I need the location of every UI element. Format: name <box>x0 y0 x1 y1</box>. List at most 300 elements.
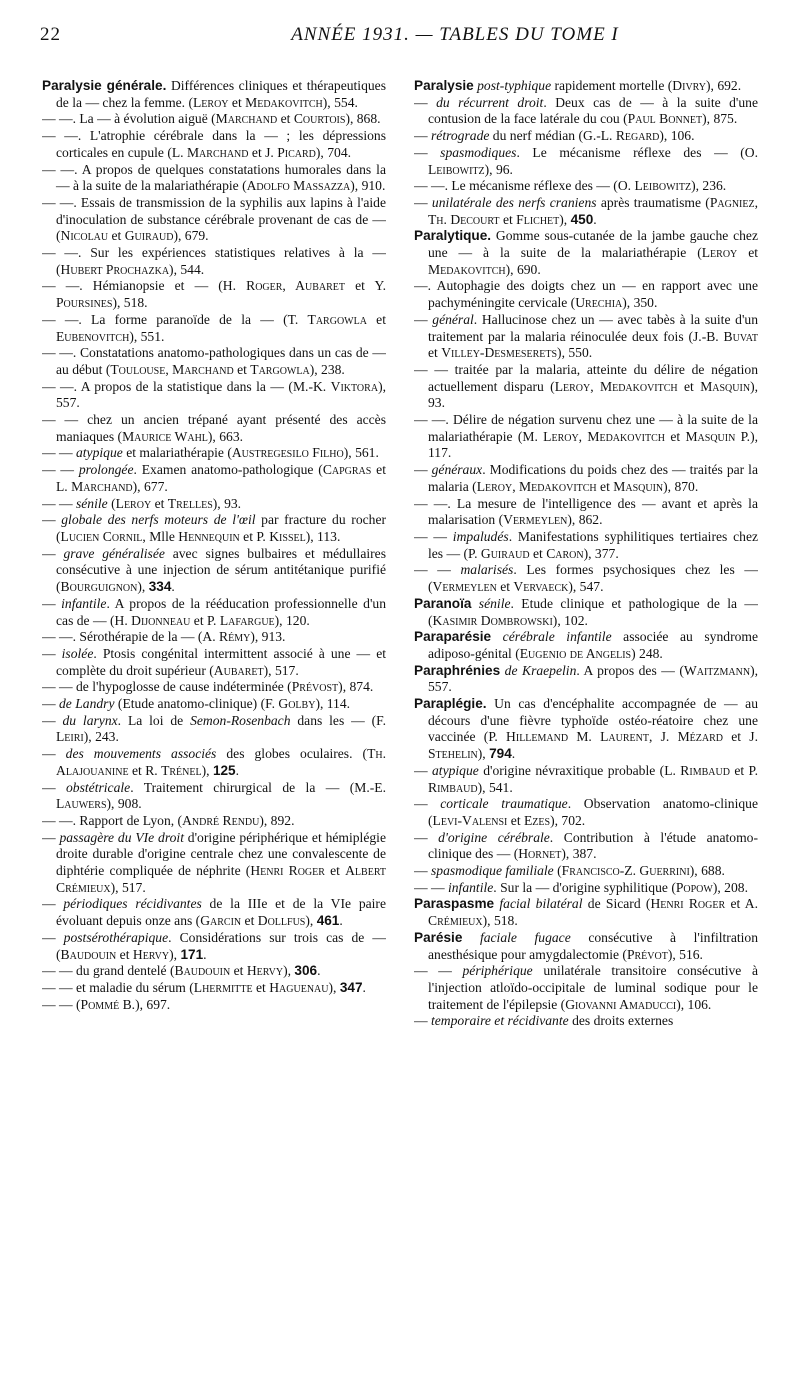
entry-text: . Contribution à l'étude anatomo-clinique des — ( <box>428 829 758 862</box>
index-entry <box>414 896 758 929</box>
entry-author: Mézard <box>677 729 723 745</box>
entry-author: André Rendu <box>182 812 260 828</box>
entry-text: et <box>277 111 294 127</box>
entry-italic-text: d'origine cérébrale <box>438 829 550 845</box>
entry-text: — — traitée par la malaria, atteinte du délire de négation actuellement disparu ( <box>414 361 758 394</box>
entry-text: P.), 117. <box>428 428 758 461</box>
entry-author: Nicolau <box>60 228 109 244</box>
index-columns <box>42 78 758 1378</box>
entry-text: et <box>596 478 614 494</box>
entry-author: Garcin <box>200 913 242 929</box>
entry-page-bold: 334 <box>148 579 172 595</box>
entry-italic-text: atypique <box>432 762 479 778</box>
entry-page-bold: 461 <box>316 913 340 929</box>
entry-text: ), 875. <box>702 111 738 127</box>
entry-text: — <box>414 829 439 845</box>
entry-page-bold: 450 <box>570 211 594 227</box>
index-entry <box>42 111 386 128</box>
entry-text: et <box>496 579 514 595</box>
entry-heading: Paraspasme <box>414 896 495 912</box>
entry-text: ), 516. <box>667 946 703 962</box>
entry-text: après traumatisme ( <box>596 194 710 210</box>
entry-text: ), 102. <box>552 612 588 628</box>
index-entry <box>42 379 386 412</box>
entry-text: ), 908. <box>106 796 142 812</box>
entry-text: ), 677. <box>132 478 168 494</box>
entry-text: ), 544. <box>169 261 205 277</box>
entry-text: — — <box>42 462 79 478</box>
entry-author: Golby <box>278 696 316 712</box>
entry-italic-text: spasmodiques <box>440 144 517 160</box>
entry-italic-text: unilatérale des nerfs craniens <box>431 194 597 210</box>
entry-author: Leiri <box>56 729 84 745</box>
entry-text: ), 517. <box>263 662 299 678</box>
entry-author: Laurent <box>600 729 649 745</box>
entry-text: ), 688. <box>689 863 725 879</box>
entry-text <box>471 596 478 611</box>
entry-text: — — du grand dentelé ( <box>42 963 175 979</box>
index-entry <box>414 178 758 195</box>
entry-text: et <box>108 228 125 244</box>
entry-author: Divry <box>672 78 707 93</box>
entry-author: Vermeylen <box>503 512 568 528</box>
entry-text: — <box>42 696 59 712</box>
index-entry <box>42 696 386 713</box>
entry-text: — —. La forme paranoïde de la — (T. <box>42 311 308 327</box>
entry-author: Austregesilo Filho <box>231 445 344 461</box>
entry-text: B.), 697. <box>119 996 171 1012</box>
index-entry <box>42 496 386 513</box>
entry-text: associée au syndrome adiposo-génital ( <box>428 629 758 661</box>
entry-author: Leibowitz <box>634 178 692 194</box>
entry-author: Guiraud <box>124 228 174 244</box>
entry-italic-text: faciale fugace <box>479 929 571 945</box>
entry-text: ), 913. <box>250 629 286 645</box>
entry-text: — —. L'atrophie cérébrale dans la — ; les dépressions corticales en cupule (L. <box>42 128 386 160</box>
entry-author: Crémieux <box>428 913 483 929</box>
index-entry <box>414 95 758 128</box>
entry-italic-text: postsérothérapique <box>63 929 169 945</box>
entry-text: ), 561. <box>343 445 379 461</box>
entry-text: et <box>233 361 251 377</box>
index-entry <box>414 529 758 562</box>
entry-text: et malariathérapie ( <box>122 445 232 461</box>
entry-text: et <box>116 946 133 962</box>
entry-text: unilatérale transitoire consécutive à l'injection atloïdo-occipitale de luminal sodique pour le traitement de l'épilepsie ( <box>428 963 758 1012</box>
entry-heading: Parésie <box>414 929 463 945</box>
index-entry <box>42 930 386 963</box>
index-entry <box>42 412 386 445</box>
entry-text: . <box>235 762 240 778</box>
entry-text: ( <box>553 863 562 879</box>
index-entry <box>42 78 386 111</box>
entry-text: — — ( <box>42 996 81 1012</box>
entry-author: Pagniez, Th. Decourt <box>428 194 758 227</box>
entry-author: Hervy <box>132 946 170 962</box>
entry-author: Targowla <box>250 361 310 377</box>
entry-author: Popow <box>675 879 713 895</box>
entry-text: ), 518. <box>482 913 518 929</box>
left-column <box>42 78 386 1378</box>
entry-italic-text: Semon-Rosenbach <box>190 712 291 728</box>
entry-text: ), 910. <box>350 178 386 194</box>
entry-author: Hillemand <box>506 729 569 745</box>
entry-italic-text: de Kraepelin <box>504 662 577 678</box>
entry-text: avec signes bulbaires et médullaires consécutive à une injection de sérum antitétanique purifié ( <box>56 545 386 595</box>
entry-text: — —. Constatations anatomo-pathologiques dans un cas de — au début ( <box>42 345 386 377</box>
entry-text: rapidement mortelle ( <box>551 78 673 93</box>
entry-text: Un cas d'encéphalite accompagnée de — au décours d'une fièvre typhoïde ostéo-réatoire chez une vaccinée (P. <box>428 696 758 745</box>
entry-text: . Sur la — d'origine syphilitique ( <box>493 879 676 895</box>
entry-text: . Deux cas de — à la suite d'une contusion de la face latérale du cou ( <box>428 94 758 127</box>
entry-text: — <box>42 779 66 795</box>
entry-text: ), 557. <box>56 378 386 411</box>
index-entry <box>414 596 758 629</box>
entry-author: Dollfus <box>257 913 306 929</box>
entry-text: ), 663. <box>207 428 244 444</box>
entry-text: — —. Sur les expériences statistiques relatives à la — ( <box>42 245 386 277</box>
entry-text: ), 106. <box>676 996 712 1012</box>
index-entry <box>414 78 758 95</box>
entry-author: Leroy, Medakovitch <box>554 378 678 394</box>
entry-text: . Examen anatomo-pathologique ( <box>133 462 323 478</box>
entry-author: Th. Alajouanine <box>56 746 386 778</box>
entry-author: Lafargue <box>219 612 275 628</box>
index-entry <box>414 562 758 595</box>
entry-text: . Les formes psychosiques chez les — ( <box>428 562 758 595</box>
entry-author: Toulouse, Marchand <box>110 361 234 377</box>
entry-text: ), 704. <box>315 144 352 160</box>
entry-heading: Paralysie générale. <box>42 78 167 93</box>
entry-text: ), 870. <box>663 478 699 494</box>
entry-text: — —. La mesure de l'intelligence des — avant et après la malarisation ( <box>414 495 758 528</box>
entry-text: — — de l'hypoglosse de cause indéterminée ( <box>42 679 292 695</box>
entry-text: ), 874. <box>338 679 374 695</box>
entry-text: ), <box>283 963 295 979</box>
entry-italic-text: isolée <box>61 645 94 661</box>
entry-text: et <box>241 913 258 929</box>
entry-text: et <box>151 495 168 511</box>
index-entry <box>42 278 386 311</box>
entry-author: Hennequin <box>178 528 240 544</box>
entry-text: ), 93. <box>428 378 758 411</box>
index-entry <box>414 830 758 863</box>
page-header <box>40 24 760 54</box>
entry-text: . <box>593 211 597 227</box>
entry-italic-text: cérébrale infantile <box>502 629 612 645</box>
index-entry <box>414 663 758 696</box>
entry-text: — <box>414 1013 431 1029</box>
entry-author: Kasimir Dombrowski <box>432 612 553 628</box>
entry-italic-text: périphérique <box>462 963 533 979</box>
index-entry <box>414 1013 758 1030</box>
index-entry <box>414 763 758 796</box>
entry-author: Courtois <box>293 111 346 127</box>
index-entry <box>414 796 758 829</box>
entry-italic-text: des mouvements associés <box>65 746 217 762</box>
entry-text: . Ptosis congénital intermittent associé à une — et complète du droit supérieur ( <box>56 645 386 678</box>
entry-author: Giovanni Amaducci <box>565 996 677 1012</box>
entry-text: . A propos de la rééducation professionnelle d'un cas de — (H. <box>56 595 386 628</box>
entry-author: Haguenau <box>269 979 329 995</box>
entry-author: Lhermitte <box>193 979 253 995</box>
index-entry <box>414 195 758 228</box>
entry-text: — <box>414 94 437 110</box>
entry-author: Prévost <box>291 679 339 695</box>
entry-author: Eugenio de Angelis <box>519 645 632 661</box>
entry-text: et <box>499 211 517 227</box>
entry-author: Guiraud <box>480 545 530 561</box>
entry-text: . <box>203 946 207 962</box>
entry-text: et <box>252 979 270 995</box>
entry-italic-text: infantile <box>447 879 494 895</box>
entry-italic-text: temporaire et récidivante <box>431 1013 569 1029</box>
index-entry <box>414 629 758 662</box>
index-entry <box>414 880 758 897</box>
entry-italic-text: prolongée <box>78 462 134 478</box>
entry-text: et Y. <box>345 278 386 294</box>
entry-text: — —. Sérothérapie de la — (A. <box>42 629 220 645</box>
entry-text: . A propos des — ( <box>576 662 684 678</box>
index-entry <box>414 312 758 362</box>
entry-heading: Paralysie <box>414 78 474 93</box>
entry-text: et P. <box>190 612 220 628</box>
entry-text: ), 238. <box>309 361 345 377</box>
entry-text: — — <box>414 528 453 544</box>
index-entry <box>42 780 386 813</box>
index-entry <box>414 930 758 963</box>
entry-author: Buvat <box>723 328 758 344</box>
entry-text: — <box>414 462 432 478</box>
running-title: ANNÉE 1931. — TABLES DU TOME I <box>291 24 619 45</box>
entry-page-bold: 794 <box>489 746 512 762</box>
entry-text: . Observation anatomo-clinique ( <box>428 796 758 828</box>
entry-text: ), 692. <box>706 78 742 93</box>
index-entry <box>414 963 758 1013</box>
entry-text: ), 892. <box>259 812 295 828</box>
entry-italic-text: impaludés <box>452 528 509 544</box>
entry-author: Bourguignon <box>60 579 138 595</box>
entry-text: et <box>677 378 701 394</box>
entry-author: Targowla <box>307 311 367 327</box>
entry-text: et <box>228 94 246 110</box>
entry-text: d'origine névraxitique probable (L. <box>478 762 681 778</box>
index-entry <box>414 278 758 311</box>
entry-text: — — <box>414 562 461 578</box>
entry-italic-text: spasmodique familiale <box>431 863 554 879</box>
entry-text: et A. <box>725 896 758 912</box>
entry-author: Hubert Prochazka <box>60 261 170 277</box>
entry-text: — —. Hémianopsie et — (H. <box>42 278 247 294</box>
entry-text: — <box>414 311 433 327</box>
entry-author: Marchand <box>186 144 249 160</box>
index-entry <box>414 462 758 495</box>
entry-author: Leroy <box>701 245 738 261</box>
index-entry <box>42 128 386 161</box>
entry-text: , Mlle <box>142 528 179 544</box>
entry-text: — —. Essais de transmission de la syphilis aux lapins à l'aide d'inoculation de substance cérébrale provenant de cas de — ( <box>42 194 386 244</box>
entry-text: et P. <box>729 762 758 778</box>
index-entry <box>42 462 386 495</box>
entry-author: Baudouin <box>174 963 231 979</box>
entry-heading: Paraparésie <box>414 629 492 645</box>
entry-text: (Etude anatomo-clinique) (F. <box>114 696 279 712</box>
entry-text: — <box>42 929 64 945</box>
entry-author: Poursines <box>56 295 113 311</box>
entry-author: Waitzmann <box>683 662 751 678</box>
entry-text: ), 93. <box>212 495 242 511</box>
entry-text: dans les — (F. <box>290 712 386 728</box>
entry-text: — <box>414 863 431 879</box>
entry-text: ), 350. <box>622 295 658 311</box>
entry-text: — <box>414 194 432 210</box>
entry-text: du nerf médian (G.-L. <box>489 128 616 144</box>
entry-text: — <box>42 829 60 845</box>
entry-author: Hornet <box>518 846 562 862</box>
entry-text: — —. A propos de quelques constatations humorales dans la — à la suite de la malariathérapie ( <box>42 161 386 194</box>
index-entry <box>42 830 386 897</box>
entry-author: Lauwers <box>56 796 107 812</box>
index-entry <box>42 746 386 779</box>
entry-text: ), 377. <box>583 545 619 561</box>
entry-author: Caron <box>546 545 584 561</box>
page-number: 22 <box>40 24 61 45</box>
entry-heading: Paralytique. <box>414 228 492 244</box>
index-entry <box>42 312 386 345</box>
entry-italic-text: post-typhique <box>477 78 552 93</box>
entry-text: et J. <box>248 144 278 160</box>
entry-author: Ezes <box>524 812 551 828</box>
entry-text: ), 554. <box>322 94 358 110</box>
entry-text: ), 862. <box>567 512 603 528</box>
index-entry <box>414 128 758 145</box>
entry-author: Aubaret <box>213 662 264 678</box>
entry-author: Vermeylen <box>432 579 497 595</box>
index-entry <box>42 445 386 462</box>
entry-heading: Paranoïa <box>414 595 472 611</box>
entry-italic-text: atypique <box>75 445 123 461</box>
entry-text: — —. La — à évolution aiguë ( <box>42 111 216 127</box>
entry-text: et <box>428 345 442 361</box>
entry-author: Maurice Wahl <box>122 428 208 444</box>
entry-heading: Paraplégie. <box>414 696 487 712</box>
entry-text: ), <box>559 211 571 227</box>
entry-text: — —. Rapport de Lyon, ( <box>42 812 183 828</box>
entry-author: Leibowitz <box>428 161 485 177</box>
entry-text: ), 236. <box>691 178 727 194</box>
entry-author: Masquin <box>613 478 664 494</box>
entry-text: . <box>362 979 366 995</box>
entry-text: ), 96. <box>484 161 513 177</box>
entry-author: Rémy <box>219 629 251 645</box>
entry-text: ), 550. <box>557 345 593 361</box>
index-entry <box>42 162 386 195</box>
entry-italic-text: grave généralisée <box>63 545 165 561</box>
entry-author: Leroy, Medakovitch <box>543 428 666 444</box>
entry-text: — —. Le mécanisme réflexe des — (O. <box>414 178 635 194</box>
index-entry <box>414 362 758 412</box>
entry-author: Viktora <box>330 378 379 394</box>
entry-text: ), 557. <box>428 662 758 695</box>
entry-author: Masquin <box>685 428 736 444</box>
entry-text: ), <box>201 762 213 778</box>
entry-author: Albert Crémieux <box>56 863 386 895</box>
entry-author: Leroy <box>115 495 152 511</box>
entry-text: et <box>737 245 758 261</box>
entry-text: Différences cliniques et thérapeutiques de la — chez la femme. ( <box>56 78 386 110</box>
index-entry <box>42 596 386 629</box>
entry-text: ), <box>137 579 149 595</box>
entry-text: Gomme sous-cutanée de la jambe gauche chez une — à la suite de la malariathérapie ( <box>428 228 758 261</box>
entry-author: Trénel <box>161 762 202 778</box>
entry-text <box>462 930 480 945</box>
entry-text: ( <box>107 495 116 511</box>
entry-italic-text: globale des nerfs moteurs de l'œil <box>61 512 256 528</box>
entry-text: . <box>171 579 175 595</box>
entry-author: Stehelin <box>428 746 478 762</box>
entry-text: ), 518. <box>112 295 148 311</box>
entry-text: . <box>317 963 321 979</box>
entry-text: . Traitement chirurgical de la — (M.-E. <box>130 779 386 795</box>
index-entry <box>42 813 386 830</box>
entry-page-bold: 306 <box>294 963 318 979</box>
entry-text: et <box>324 863 346 879</box>
entry-text: — —. Délire de négation survenu chez une — à la suite de la malariathérapie (M. <box>414 412 758 444</box>
index-entry <box>414 863 758 880</box>
entry-author: Regard <box>615 128 660 144</box>
entry-author: Hervy <box>246 963 284 979</box>
entry-italic-text: facial bilatéral <box>499 896 583 912</box>
entry-text: consécutive à l'infiltration anesthésique pour amygdalectomie ( <box>428 929 758 962</box>
entry-author: Marchand <box>71 478 133 494</box>
entry-text: ), <box>477 746 490 762</box>
entry-text: ), 106. <box>659 128 695 144</box>
entry-text: et <box>230 963 247 979</box>
index-entry <box>42 646 386 679</box>
entry-text: — <box>42 595 62 611</box>
index-entry <box>42 963 386 980</box>
entry-text: et J. <box>722 729 758 745</box>
index-entry <box>42 679 386 696</box>
entry-italic-text: périodiques récidivantes <box>63 896 202 912</box>
entry-text: M. <box>568 729 601 745</box>
entry-text: — <box>42 712 63 728</box>
entry-text: ), 208. <box>712 879 748 895</box>
entry-text: et <box>529 545 547 561</box>
index-entry <box>42 997 386 1014</box>
entry-author: Roger, Aubaret <box>246 278 345 294</box>
entry-text: — <box>414 796 441 812</box>
index-entry <box>42 512 386 545</box>
entry-author: Leroy <box>193 94 229 110</box>
entry-text: ), 547. <box>568 579 604 595</box>
entry-text: ), 541. <box>477 779 513 795</box>
entry-text: ), 114. <box>315 696 351 712</box>
entry-text: ), <box>328 979 340 995</box>
entry-text: ), 120. <box>274 612 310 628</box>
index-entry <box>42 713 386 746</box>
entry-author: Francisco-Z. Guerrini <box>561 863 690 879</box>
entry-italic-text: corticale traumatique <box>440 796 568 812</box>
index-entry <box>414 145 758 178</box>
entry-text: — <box>42 896 64 912</box>
entry-author: Medakovitch <box>245 94 323 110</box>
entry-italic-text: du larynx <box>62 712 118 728</box>
entry-text: . Manifestations syphilitiques tertiaires chez les — (P. <box>428 528 758 561</box>
entry-text: ), <box>305 913 317 929</box>
entry-text: ) 248. <box>631 645 663 661</box>
entry-author: Urechia <box>575 295 623 311</box>
